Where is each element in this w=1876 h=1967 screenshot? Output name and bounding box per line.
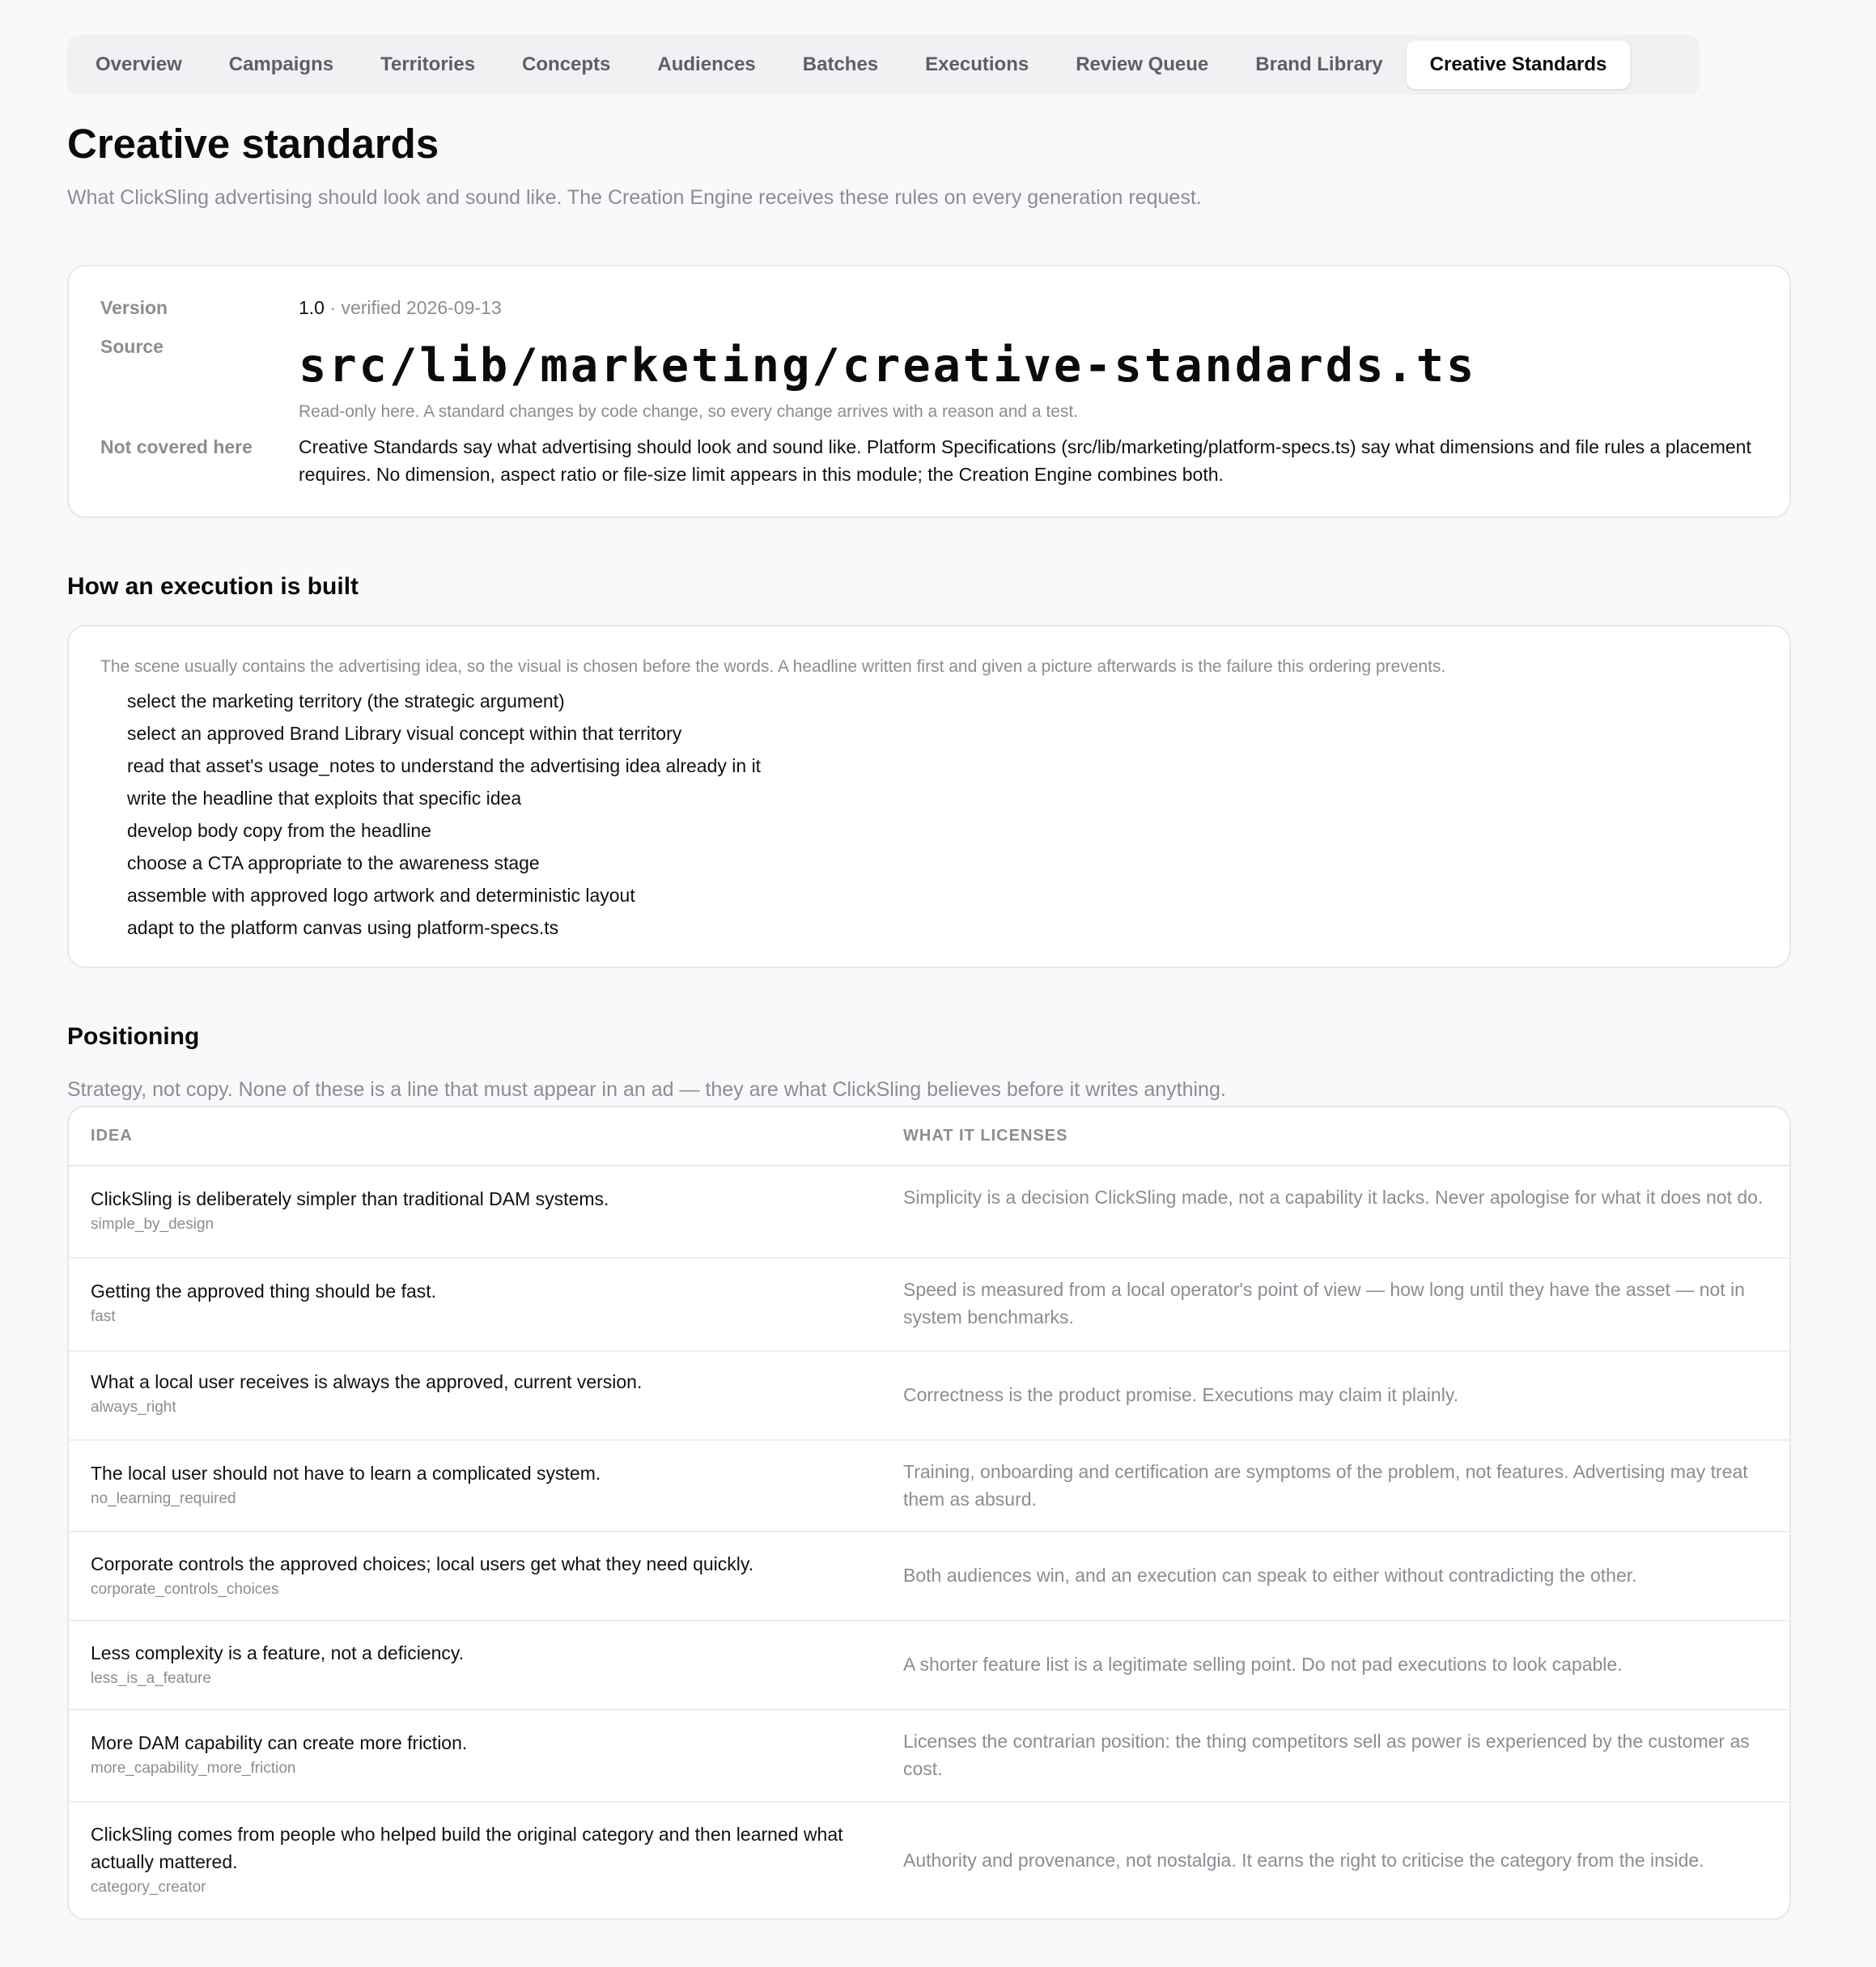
not-covered-label: Not covered here xyxy=(100,436,253,457)
row-idea: ClickSling is deliberately simpler than traditional DAM systems. xyxy=(91,1188,609,1209)
column-header-idea: IDEA xyxy=(91,1127,133,1145)
build-step: choose a CTA appropriate to the awareness stage xyxy=(127,852,540,873)
positioning-heading: Positioning xyxy=(67,1023,200,1050)
row-licenses: Both audiences win, and an execution can speak to either without contradicting the other. xyxy=(903,1565,1637,1586)
table-row xyxy=(69,1803,1789,1920)
row-key: less_is_a_feature xyxy=(91,1670,211,1687)
tab-concepts[interactable]: Concepts xyxy=(522,53,611,75)
positioning-table xyxy=(67,1106,1791,1920)
readonly-note: Read-only here. A standard changes by code change, so every change arrives with a reason and a test. xyxy=(299,402,1079,421)
source-path: src/lib/marketing/creative-standards.ts xyxy=(299,339,1477,393)
build-step: assemble with approved logo artwork and deterministic layout xyxy=(127,885,635,906)
tab-brand-library[interactable]: Brand Library xyxy=(1255,53,1383,75)
tab-batches[interactable]: Batches xyxy=(802,53,879,75)
row-licenses: A shorter feature list is a legitimate selling point. Do not pad executions to look capable. xyxy=(903,1654,1623,1675)
table-row xyxy=(69,1621,1789,1710)
build-step: adapt to the platform canvas using platform-specs.ts xyxy=(127,917,559,938)
standards-meta-card xyxy=(67,265,1791,518)
row-idea: The local user should not have to learn a complicated system. xyxy=(91,1463,601,1484)
row-key: simple_by_design xyxy=(91,1216,214,1233)
page-title: Creative standards xyxy=(67,121,439,167)
row-licenses: Simplicity is a decision ClickSling made, not a capability it lacks. Never apologise for what it does not do. xyxy=(903,1187,1764,1208)
table-row xyxy=(69,1166,1789,1259)
column-header-licenses: WHAT IT LICENSES xyxy=(903,1127,1068,1145)
table-header xyxy=(69,1107,1789,1166)
tab-overview[interactable]: Overview xyxy=(95,53,182,75)
row-licenses: Correctness is the product promise. Executions may claim it plainly. xyxy=(903,1384,1459,1405)
tab-creative-standards[interactable]: Creative Standards xyxy=(1407,40,1631,89)
positioning-subtitle: Strategy, not copy. None of these is a line that must appear in an ad — they are what ClickSling believes before it writes anything. xyxy=(67,1078,1226,1101)
build-step: read that asset's usage_notes to understand the advertising idea already in it xyxy=(127,755,762,776)
separator-dot: · xyxy=(329,297,337,318)
tab-campaigns[interactable]: Campaigns xyxy=(228,53,334,75)
page-subtitle: What ClickSling advertising should look and sound like. The Creation Engine receives these rules on every generation request. xyxy=(67,186,1202,209)
tab-executions[interactable]: Executions xyxy=(925,53,1029,75)
row-idea: Less complexity is a feature, not a deficiency. xyxy=(91,1642,465,1663)
row-idea: Corporate controls the approved choices; local users get what they need quickly. xyxy=(91,1553,754,1574)
table-row xyxy=(69,1352,1789,1441)
version-number: 1.0 xyxy=(299,297,325,318)
verified-date: verified 2026-09-13 xyxy=(341,297,502,318)
row-key: no_learning_required xyxy=(91,1490,236,1507)
table-row xyxy=(69,1532,1789,1621)
row-licenses: Authority and provenance, not nostalgia. It earns the right to criticise the category from the inside. xyxy=(903,1850,1704,1871)
row-key: always_right xyxy=(91,1399,176,1416)
build-steps-list xyxy=(127,685,761,944)
row-idea: Getting the approved thing should be fast. xyxy=(91,1281,437,1302)
build-step: select the marketing territory (the strategic argument) xyxy=(127,690,565,712)
tab-review-queue[interactable]: Review Queue xyxy=(1076,53,1209,75)
row-licenses: Speed is measured from a local operator's point of view — how long until they have the asset — not in system benchmarks. xyxy=(903,1279,1745,1328)
row-idea: ClickSling comes from people who helped build the original category and then learned what actually mattered. xyxy=(91,1824,843,1872)
build-heading: How an execution is built xyxy=(67,573,359,600)
row-idea: What a local user receives is always the approved, current version. xyxy=(91,1371,643,1392)
row-key: fast xyxy=(91,1308,116,1325)
table-row xyxy=(69,1259,1789,1352)
build-step: select an approved Brand Library visual concept within that territory xyxy=(127,723,682,744)
row-licenses: Training, onboarding and certification are symptoms of the problem, not features. Advertising may treat them as absurd. xyxy=(903,1461,1748,1510)
table-row xyxy=(69,1441,1789,1532)
row-key: category_creator xyxy=(91,1879,206,1896)
version-value xyxy=(299,297,502,319)
table-row xyxy=(69,1710,1789,1803)
version-label: Version xyxy=(100,297,168,318)
row-idea: More DAM capability can create more friction. xyxy=(91,1732,468,1753)
build-steps-card xyxy=(67,625,1791,968)
source-label: Source xyxy=(100,336,163,357)
build-step: write the headline that exploits that specific idea xyxy=(127,788,522,809)
row-licenses: Licenses the contrarian position: the thing competitors sell as power is experienced by the customer as cost. xyxy=(903,1731,1750,1779)
row-key: corporate_controls_choices xyxy=(91,1581,279,1598)
tab-bar xyxy=(67,35,1700,95)
build-step: develop body copy from the headline xyxy=(127,820,431,841)
tab-territories[interactable]: Territories xyxy=(380,53,476,75)
row-key: more_capability_more_friction xyxy=(91,1760,296,1777)
tab-audiences[interactable]: Audiences xyxy=(657,53,756,75)
build-intro: The scene usually contains the advertising idea, so the visual is chosen before the words. A headline written first and given a picture afterwards is the failure this ordering prevents. xyxy=(100,657,1446,676)
not-covered-text: Creative Standards say what advertising should look and sound like. Platform Specifications (src/lib/marketing/platform-specs.ts) say what dimensions and file rules a placement requires. No dimension, aspect ratio or file-size limit appears in this module; the Creation Engine combines both. xyxy=(299,436,1751,485)
